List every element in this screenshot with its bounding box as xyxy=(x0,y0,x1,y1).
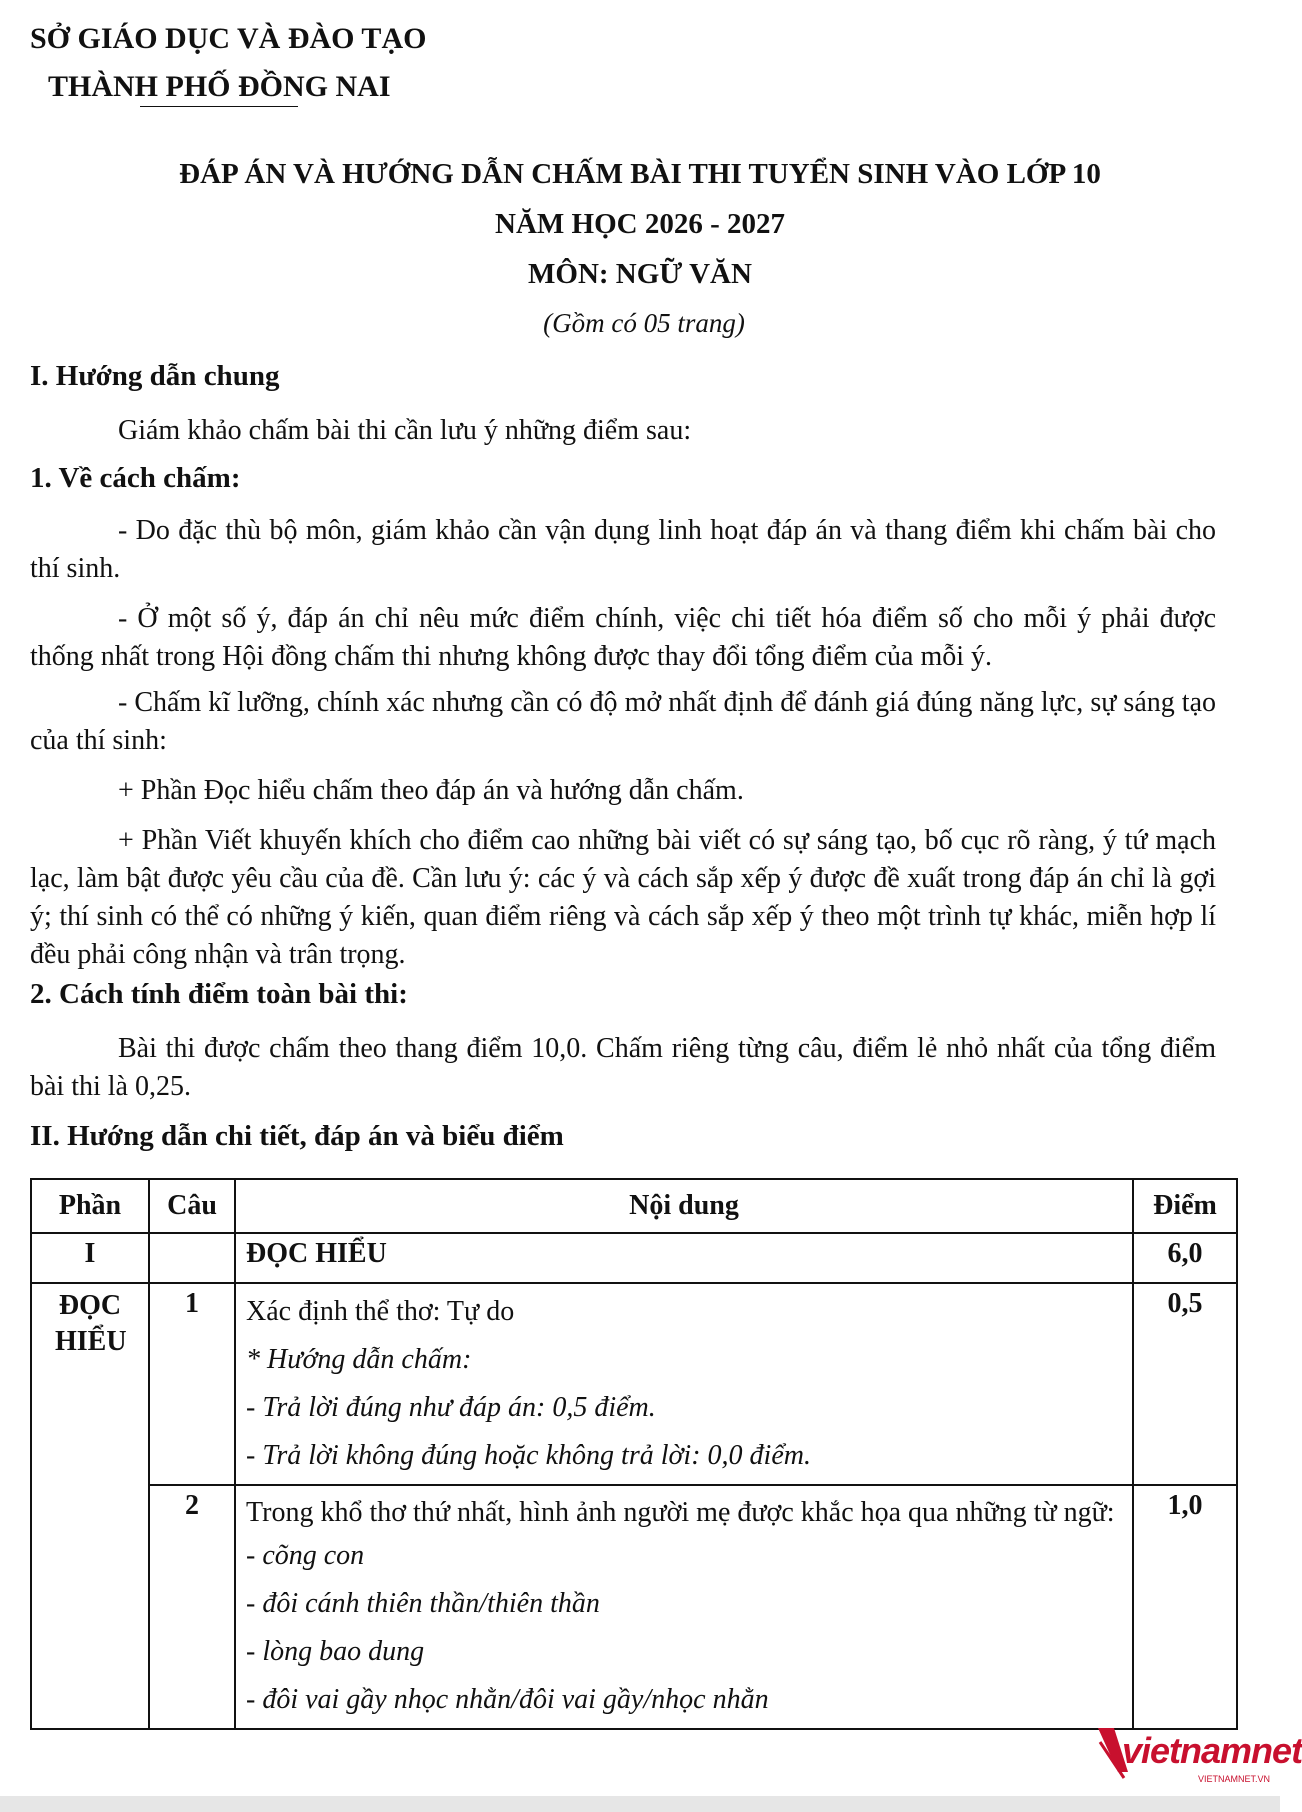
detail-heading: II. Hướng dẫn chi tiết, đáp án và biểu điểm xyxy=(30,1120,564,1152)
doc-title: ĐÁP ÁN VÀ HƯỚNG DẪN CHẤM BÀI THI TUYỂN SINH VÀO LỚP 10 xyxy=(179,158,1101,190)
q2-item-1: - cõng con xyxy=(246,1540,365,1571)
table-row-q2 xyxy=(31,1485,1237,1729)
grading-heading: 1. Về cách chấm: xyxy=(30,462,241,494)
grading-paragraph-4: + Phần Đọc hiểu chấm theo đáp án và hướng dẫn chấm. xyxy=(118,775,744,806)
score-paragraph: Bài thi được chấm theo thang điểm 10,0. Chấm riêng từng câu, điểm lẻ nhỏ nhất của tổng điểm bài thi là 0,25. xyxy=(30,1033,1216,1102)
section-part: I xyxy=(31,1233,149,1283)
org-name-line1: SỞ GIÁO DỤC VÀ ĐÀO TẠO xyxy=(30,22,427,55)
q2-content xyxy=(235,1485,1133,1729)
q2-number: 2 xyxy=(149,1485,235,1729)
grading-table xyxy=(30,1178,1238,1730)
section-points: 6,0 xyxy=(1133,1233,1237,1283)
org-name-line2: THÀNH PHỐ ĐỒNG NAI xyxy=(48,70,391,103)
part-label: ĐỌC HIỂU xyxy=(55,1290,127,1357)
vietnamnet-watermark xyxy=(1094,1718,1302,1796)
part-label-cell xyxy=(31,1283,149,1729)
table-row-q1 xyxy=(31,1283,1237,1485)
table-row-section xyxy=(31,1233,1237,1283)
table-header-row xyxy=(31,1179,1237,1233)
general-heading: I. Hướng dẫn chung xyxy=(30,360,280,392)
school-year: NĂM HỌC 2026 - 2027 xyxy=(495,208,785,240)
q1-content xyxy=(235,1283,1133,1485)
q1-number: 1 xyxy=(149,1283,235,1485)
grading-paragraph-2: - Ở một số ý, đáp án chỉ nêu mức điểm chính, việc chi tiết hóa điểm số cho mỗi ý phải được thống nhất trong Hội đồng chấm thi nhưng không được thay đổi tổng điểm của mỗi ý. xyxy=(30,603,1216,672)
watermark-brand: vietnamnet xyxy=(1122,1730,1302,1771)
watermark-sub: VIETNAMNET.VN xyxy=(1198,1774,1271,1784)
q1-guide-title: * Hướng dẫn chấm: xyxy=(246,1344,472,1375)
header-part: Phần xyxy=(31,1179,149,1233)
score-heading: 2. Cách tính điểm toàn bài thi: xyxy=(30,978,408,1010)
section-content: ĐỌC HIỂU xyxy=(235,1233,1133,1283)
header-points: Điểm xyxy=(1133,1179,1237,1233)
header-question: Câu xyxy=(149,1179,235,1233)
section-question-empty xyxy=(149,1233,235,1283)
subject-title: MÔN: NGỮ VĂN xyxy=(528,258,752,290)
general-intro: Giám khảo chấm bài thi cần lưu ý những điểm sau: xyxy=(118,415,692,446)
q2-item-3: - lòng bao dung xyxy=(246,1636,425,1667)
page-count-note: (Gồm có 05 trang) xyxy=(543,308,745,338)
grading-paragraph-5: + Phần Viết khuyến khích cho điểm cao những bài viết có sự sáng tạo, bố cục rõ ràng, ý tứ mạch lạc, làm bật được yêu cầu của đề. Cần lưu ý: các ý và cách sắp xếp ý được đề xuất trong đáp án chỉ là gợi ý; thí sinh có thể có những ý kiến, quan điểm riêng và cách sắp xếp ý theo một trình tự khác, miễn hợp lí đều phải công nhận và trân trọng. xyxy=(30,825,1216,970)
q1-guide-1: - Trả lời đúng như đáp án: 0,5 điểm. xyxy=(246,1392,656,1423)
grading-paragraph-1: - Do đặc thù bộ môn, giám khảo cần vận dụng linh hoạt đáp án và thang điểm khi chấm bài cho thí sinh. xyxy=(30,515,1216,584)
header-content: Nội dung xyxy=(235,1179,1133,1233)
page-bottom-strip xyxy=(0,1796,1280,1812)
org-underline xyxy=(140,106,298,107)
grading-paragraph-3: - Chấm kĩ lưỡng, chính xác nhưng cần có độ mở nhất định để đánh giá đúng năng lực, sự sáng tạo của thí sinh: xyxy=(30,687,1216,756)
q1-guide-2: - Trả lời không đúng hoặc không trả lời: 0,0 điểm. xyxy=(246,1440,811,1471)
q1-answer: Xác định thể thơ: Tự do xyxy=(246,1296,515,1327)
q1-points: 0,5 xyxy=(1133,1283,1237,1485)
q2-answer: Trong khổ thơ thứ nhất, hình ảnh người mẹ được khắc họa qua những từ ngữ: xyxy=(246,1497,1115,1528)
q2-points: 1,0 xyxy=(1133,1485,1237,1729)
q2-item-4: - đôi vai gầy nhọc nhằn/đôi vai gầy/nhọc nhằn xyxy=(246,1684,769,1715)
q2-item-2: - đôi cánh thiên thần/thiên thần xyxy=(246,1588,600,1619)
